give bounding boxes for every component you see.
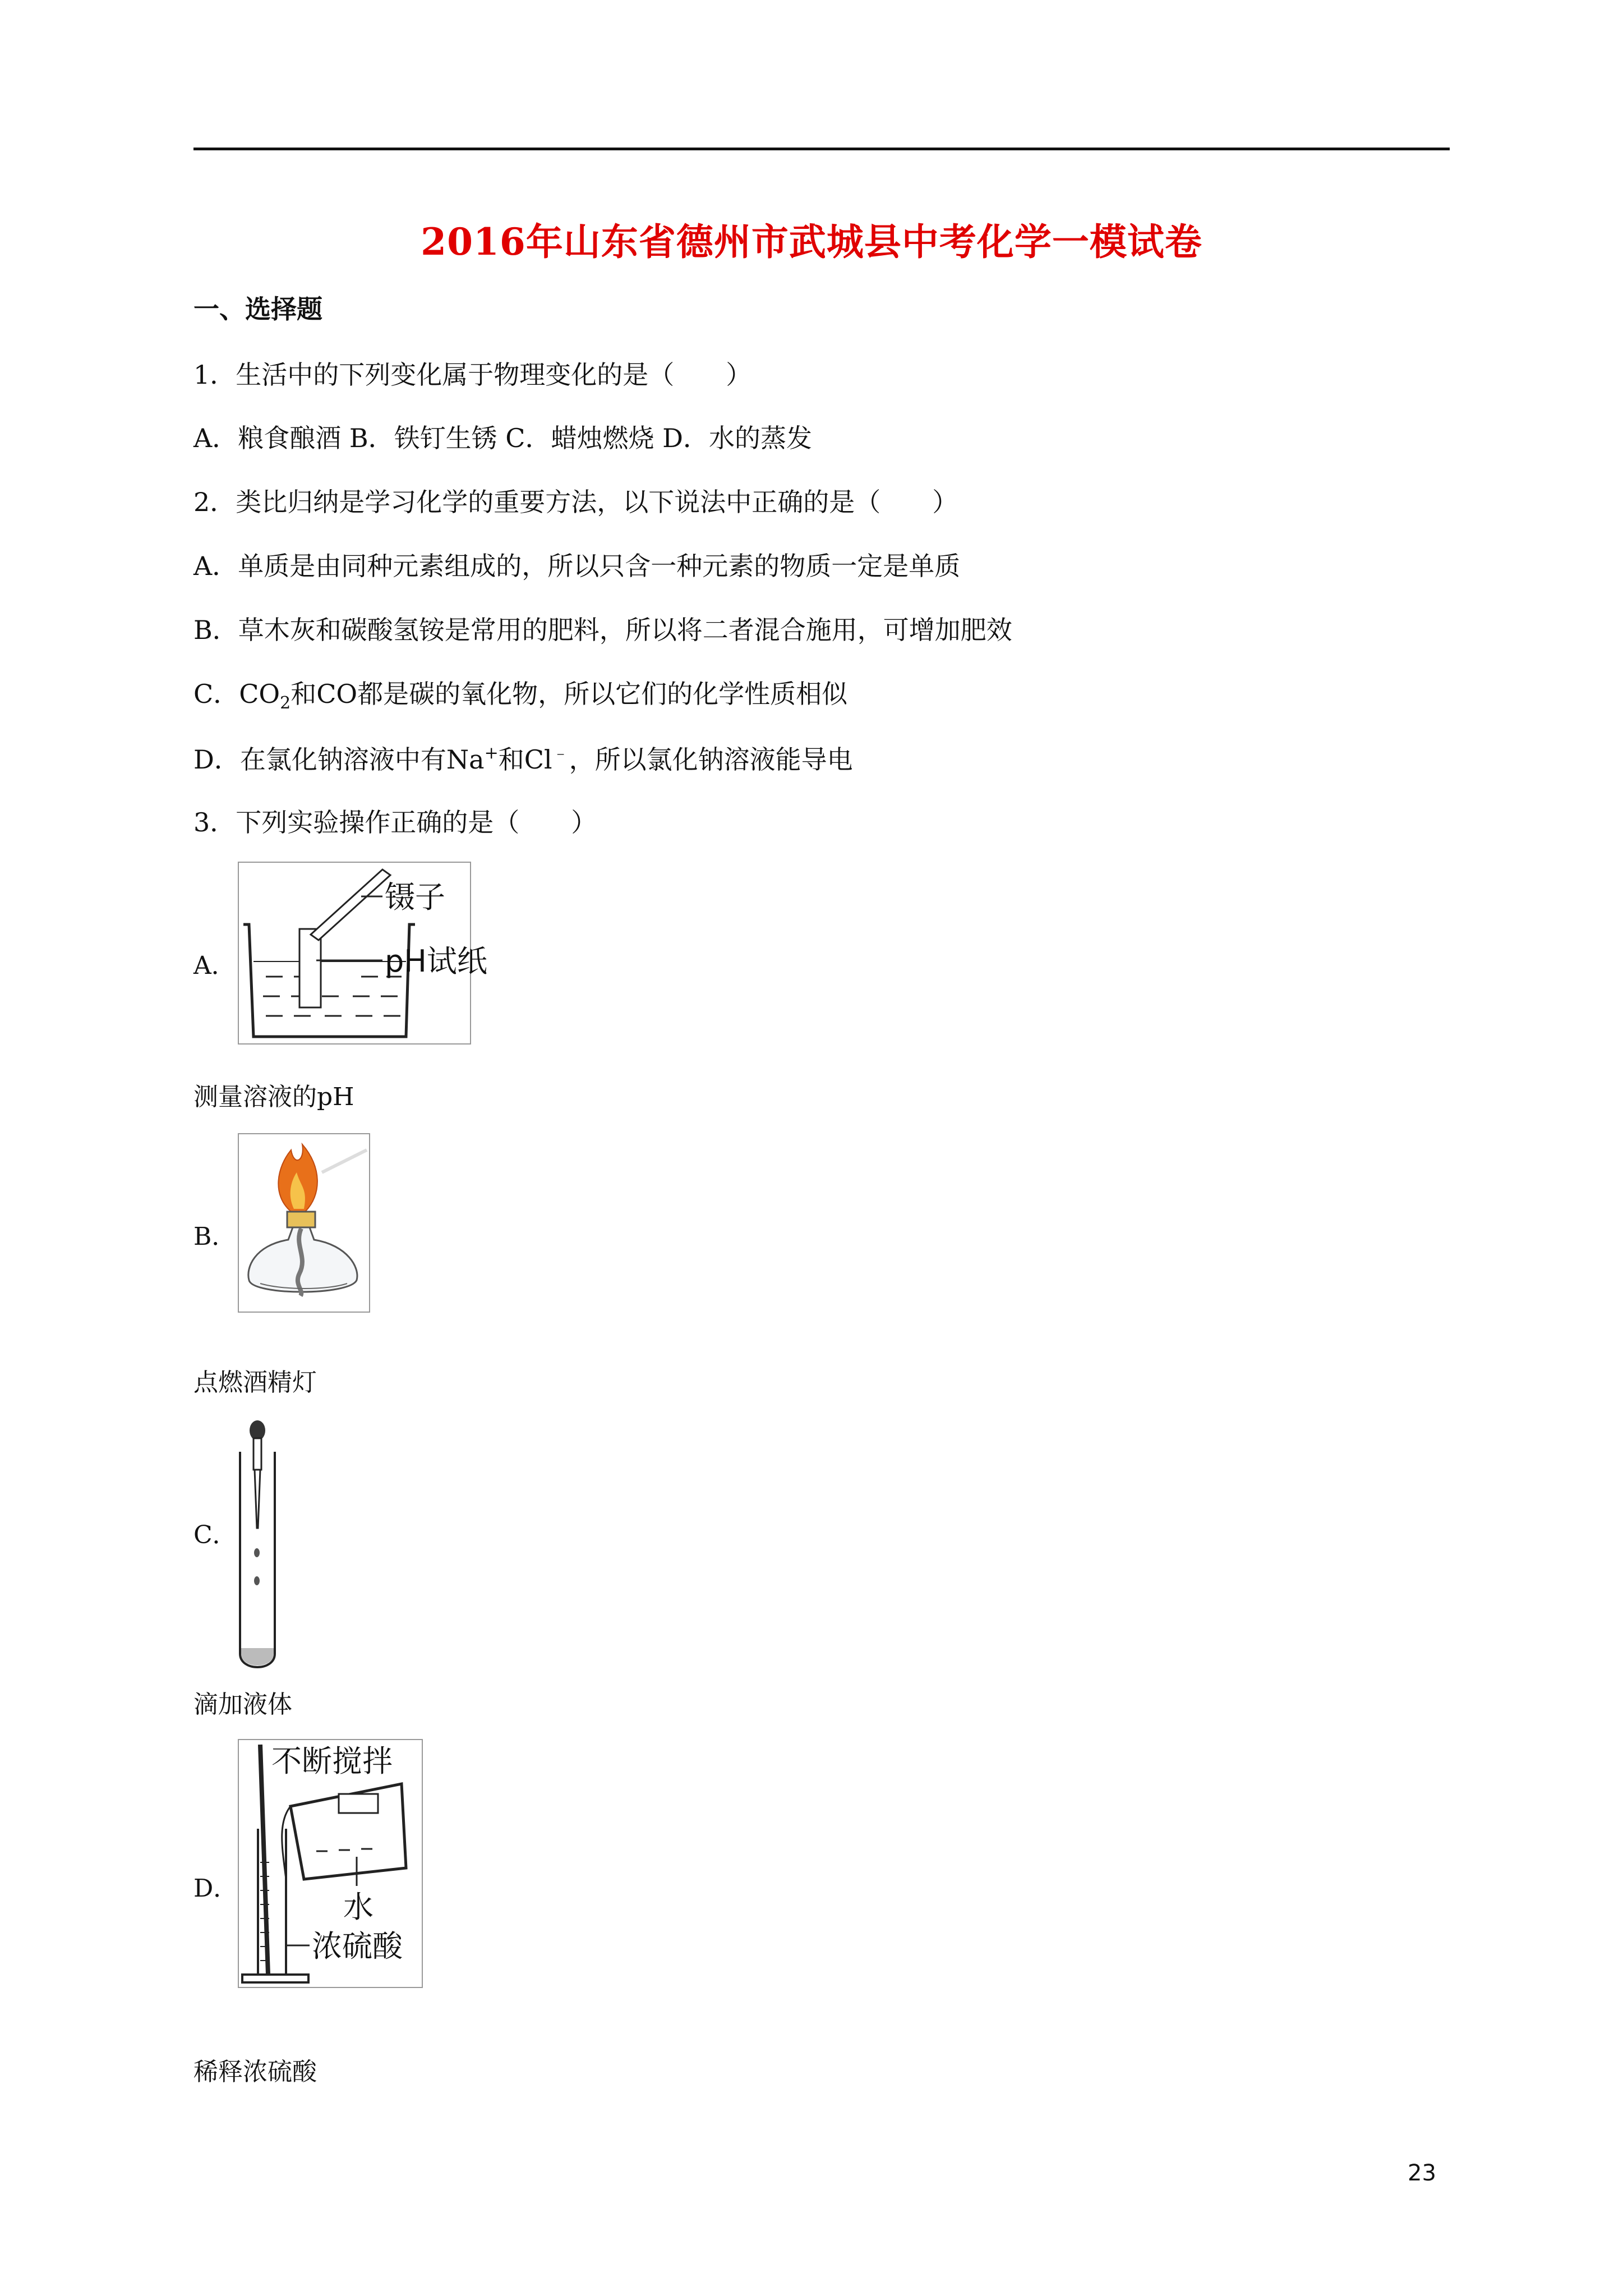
option-a-label: A． [193,951,236,980]
option-a-caption: 测量溶液的pH [193,1083,354,1111]
water-label: 水 [343,1889,374,1925]
question-3-stem: 3．下列实验操作正确的是（ ） [193,807,597,838]
tweezers-label: 镊子 [385,880,445,915]
dilute-acid-figure [238,1739,423,1988]
question-1-options: A．粮食酿酒 B．铁钉生锈 C．蜡烛燃烧 D．水的蒸发 [193,423,812,453]
header-rule [193,148,1450,150]
option-b-label: B． [193,1222,237,1251]
conc-acid-label: 浓硫酸 [312,1929,403,1964]
stir-label: 不断搅拌 [271,1743,393,1779]
exam-title: 2016年山东省德州市武城县中考化学一模试卷 [421,220,1202,264]
question-2-stem: 2．类比归纳是学习化学的重要方法，以下说法中正确的是（ ） [193,487,958,517]
option-d-label: D． [193,1874,238,1903]
option-c-text-rest: 和CO都是碳的氧化物，所以它们的化学性质相似 [291,679,848,709]
option-c-caption: 滴加液体 [193,1690,292,1719]
superscript: + [484,743,499,763]
option-b-caption: 点燃酒精灯 [193,1368,317,1397]
beaker-ph-figure [238,862,487,1045]
question-2-option-c [193,681,847,712]
subscript: 2 [280,693,291,713]
ph-paper-label: pH试纸 [385,944,487,979]
option-d-text: D．在氯化钠溶液中有Na [193,744,485,775]
option-d-text-rest: ，所以氯化钠溶液能导电 [569,744,853,775]
dropper-testtube-figure [238,1418,277,1673]
alcohol-lamp-figure [238,1133,370,1313]
option-d-text-mid: 和Cl [498,744,552,775]
question-2-option-d [193,743,853,775]
question-2-option-b: B．草木灰和碳酸氢铵是常用的肥料，所以将二者混合施用，可增加肥效 [193,615,1012,645]
question-1-stem: 1．生活中的下列变化属于物理变化的是（ ） [193,360,752,390]
option-c-label: C． [193,1521,237,1549]
page-number: 23 [1408,2160,1436,2186]
section-heading: 一、选择题 [193,294,322,324]
option-d-caption: 稀释浓硫酸 [193,2058,317,2086]
question-2-option-a: A．单质是由同种元素组成的，所以只含一种元素的物质一定是单质 [193,551,961,581]
option-c-text: C．CO [193,679,280,709]
superscript: ﹣ [552,743,569,763]
